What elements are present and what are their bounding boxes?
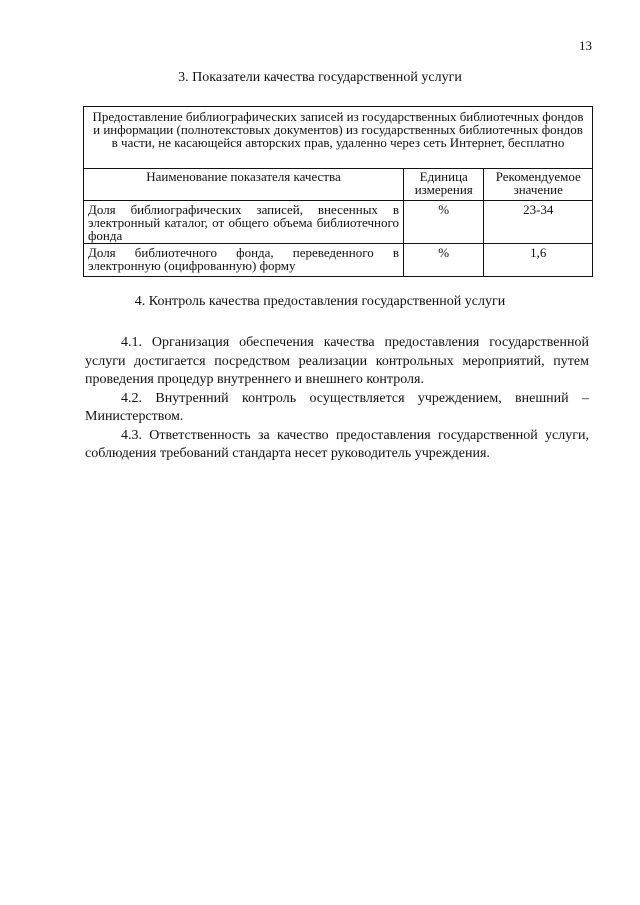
recommended-value-cell: 23-34 [484, 201, 593, 244]
paragraph-4-3: 4.3. Ответственность за качество предоставления государственной услуги, соблюдения требований стандарта несет руководитель учреждения. [85, 427, 589, 461]
indicator-name-cell: Доля библиотечного фонда, переведенного в электронную (оцифрованную) форму [84, 244, 404, 277]
indicator-name-cell: Доля библиографических записей, внесенных в электронный каталог, от общего объема библиотечного фонда [84, 201, 404, 244]
page-number: 13 [579, 38, 592, 53]
header-unit: Единица измерения [403, 169, 484, 201]
section-4-body [85, 334, 589, 464]
paragraph-4-1: 4.1. Организация обеспечения качества предоставления государственной услуги достигается посредством реализации контрольных мероприятий, путем проведения процедур внутреннего и внешнего контроля. [85, 335, 589, 387]
quality-indicators-table [83, 106, 593, 277]
table-caption-row [84, 107, 593, 169]
section-4-title: 4. Контроль качества предоставления государственной услуги [134, 294, 506, 309]
section-3-title: 3. Показатели качества государственной услуги [178, 70, 462, 85]
recommended-value-cell: 1,6 [484, 244, 593, 277]
unit-cell: % [403, 201, 484, 244]
table-row [84, 244, 593, 277]
table-row [84, 201, 593, 244]
unit-cell: % [403, 244, 484, 277]
header-recommended-value: Рекомендуемое значение [484, 169, 593, 201]
table-caption: Предоставление библиографических записей из государственных библиотечных фондов и информации (полнотекстовых документов) из государственных библиотечных фондов в части, не касающейся авторских прав, удаленно через сеть Интернет, бесплатно [84, 107, 593, 169]
header-indicator-name: Наименование показателя качества [84, 169, 404, 201]
table-header-row [84, 169, 593, 201]
paragraph-4-2: 4.2. Внутренний контроль осуществляется учреждением, внешний – Министерством. [85, 390, 589, 424]
